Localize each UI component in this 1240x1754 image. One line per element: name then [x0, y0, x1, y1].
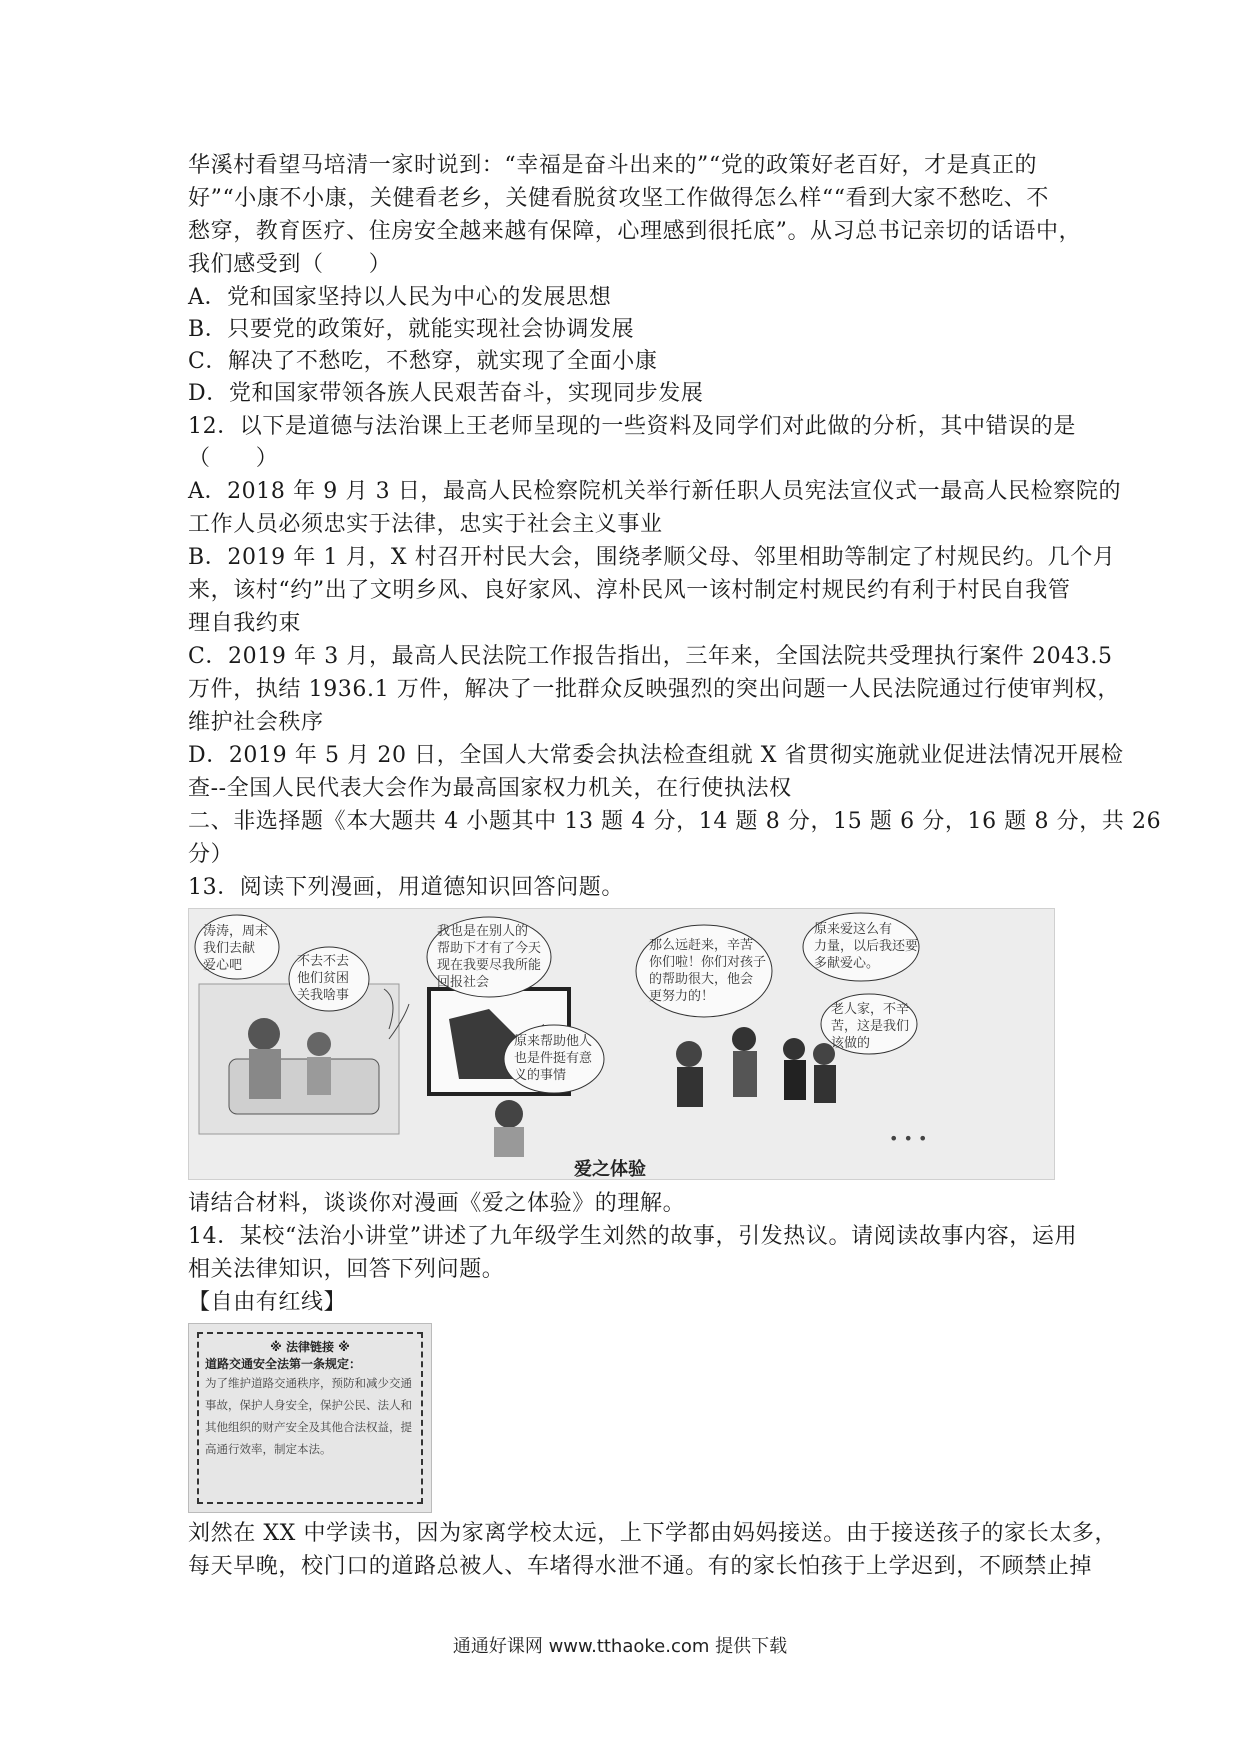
q14-prompt: 14．某校“法治小讲堂”讲述了九年级学生刘然的故事，引发热议。请阅读故事内容，运用 — [188, 1224, 1078, 1249]
q12-option-d-cont: 查--全国人民代表大会作为最高国家权力机关，在行使执法权 — [188, 776, 792, 801]
comic-love-experience — [188, 908, 1055, 1180]
q14-section-title: 【自由有红线】 — [188, 1290, 347, 1315]
q12-prompt: 12．以下是道德与法治课上王老师呈现的一些资料及同学们对此做的分析，其中错误的是 — [188, 414, 1076, 439]
bubble-text-5: 那么远赶来，辛苦 你们啦！你们对孩子 的帮助很大，他会 更努力的！ — [649, 938, 767, 1004]
q11-option-d: D．党和国家带领各族人民艰苦奋斗，实现同步发展 — [188, 381, 704, 406]
bubble-text-4: 原来帮助他人 也是件挺有意 义的事情 — [514, 1034, 593, 1083]
child-figure — [307, 1032, 331, 1056]
q13-question: 请结合材料，谈谈你对漫画《爱之体验》的理解。 — [188, 1191, 686, 1216]
child-body — [307, 1057, 331, 1095]
volunteer-figure — [732, 1027, 756, 1051]
boy-body — [784, 1060, 806, 1100]
q14-story-line: 刘然在 XX 中学读书，因为家离学校太远，上下学都由妈妈接送。由于接送孩子的家长太多， — [188, 1521, 1118, 1546]
q12-option-c-cont: 万件，执结 1936.1 万件，解决了一批群众反映强烈的突出问题一人民法院通过行使审判权， — [188, 677, 1120, 702]
q13-prompt: 13．阅读下列漫画，用道德知识回答问题。 — [188, 875, 624, 900]
law-card-heading: 道路交通安全法第一条规定： — [205, 1357, 362, 1371]
q12-option-a-cont: 工作人员必须忠实于法律，忠实于社会主义事业 — [188, 512, 663, 537]
page-footer: 通通好课网 www.tthaoke.com 提供下载 — [452, 1636, 788, 1657]
mother-figure — [248, 1018, 280, 1050]
bubble-text-7: 老人家，不辛 苦，这是我们 该做的 — [831, 1002, 910, 1051]
bubble-text-3: 我也是在别人的 帮助下才有了今天 现在我要尽我所能 回报社会 — [437, 924, 542, 990]
q12-option-c-cont: 维护社会秩序 — [188, 710, 324, 735]
comic-title: 爱之体验 — [574, 1159, 646, 1180]
q12-option-d: D．2019 年 5 月 20 日，全国人大常委会执法检查组就 X 省贯彻实施就业促进法情况开展检 — [188, 743, 1124, 768]
law-card-title: ※ 法律链接 ※ — [270, 1340, 350, 1354]
section2-heading-cont: 分） — [188, 842, 234, 867]
q11-text-line: 好”“小康不小康，关健看老乡，关健看脱贫攻坚工作做得怎么样““看到大家不愁吃、不 — [188, 186, 1049, 211]
old-man-body — [677, 1067, 703, 1107]
mother-body — [249, 1049, 281, 1099]
q11-option-a: A．党和国家坚持以人民为中心的发展思想 — [188, 285, 612, 310]
section2-heading: 二、非选择题《本大题共 4 小题其中 13 题 4 分，14 题 8 分，15 题 6 分，16 题 8 分，共 26 — [188, 809, 1162, 834]
comic-illustration — [189, 909, 1054, 1179]
viewer-figure — [495, 1100, 523, 1128]
q11-text-line: 愁穿，教育医疗、住房安全越来越有保障，心理感到很托底”。从习总书记亲切的话语中， — [188, 219, 1082, 244]
old-man-figure — [676, 1041, 702, 1067]
ellipsis-mark: • • • — [889, 1129, 928, 1148]
bubble-text-2: 不去不去 他们贫困 关我啥事 — [297, 954, 350, 1003]
q11-text-line: 我们感受到（ ） — [188, 252, 392, 277]
q12-option-b: B．2019 年 1 月，X 村召开村民大会，围绕孝顺父母、邻里相助等制定了村规民约。几个月 — [188, 545, 1116, 570]
q14-prompt-cont: 相关法律知识，回答下列问题。 — [188, 1257, 505, 1282]
bubble-text-6: 原来爱这么有 力量，以后我还要 多献爱心。 — [814, 922, 919, 971]
q14-story-line: 每天早晚，校门口的道路总被人、车堵得水泄不通。有的家长怕孩于上学迟到，不顾禁止掉 — [188, 1554, 1093, 1579]
law-card-body: 为了维护道路交通秩序，预防和减少交通事故，保护人身安全，保护公民、法人和其他组织的财产安全及其他合法权益，提高通行效率，制定本法。 — [205, 1376, 412, 1456]
q11-option-b: B．只要党的政策好，就能实现社会协调发展 — [188, 317, 635, 342]
law-link-card — [188, 1323, 432, 1513]
q12-prompt-blank: （ ） — [188, 446, 279, 471]
bubble-text-1: 涛涛，周末 我们去献 爱心吧 — [203, 924, 269, 973]
girl-body — [814, 1065, 836, 1103]
q11-text-line: 华溪村看望马培清一家时说到：“幸福是奋斗出来的”“党的政策好老百好，才是真正的 — [188, 153, 1038, 178]
viewer-body — [494, 1127, 524, 1157]
volunteer-body — [733, 1051, 757, 1097]
q12-option-b-cont: 理自我约束 — [188, 611, 302, 636]
q11-option-c: C．解决了不愁吃，不愁穿，就实现了全面小康 — [188, 349, 658, 374]
q12-option-a: A．2018 年 9 月 3 日，最高人民检察院机关举行新任职人员宪法宣仪式一最高人民检察院的 — [188, 479, 1122, 504]
q12-option-b-cont: 来，该村“约”出了文明乡风、良好家风、淳朴民风一该村制定村规民约有利于村民自我管 — [188, 578, 1071, 603]
q12-option-c: C．2019 年 3 月，最高人民法院工作报告指出，三年来，全国法院共受理执行案件 2043.5 — [188, 644, 1113, 669]
boy-figure — [783, 1038, 805, 1060]
